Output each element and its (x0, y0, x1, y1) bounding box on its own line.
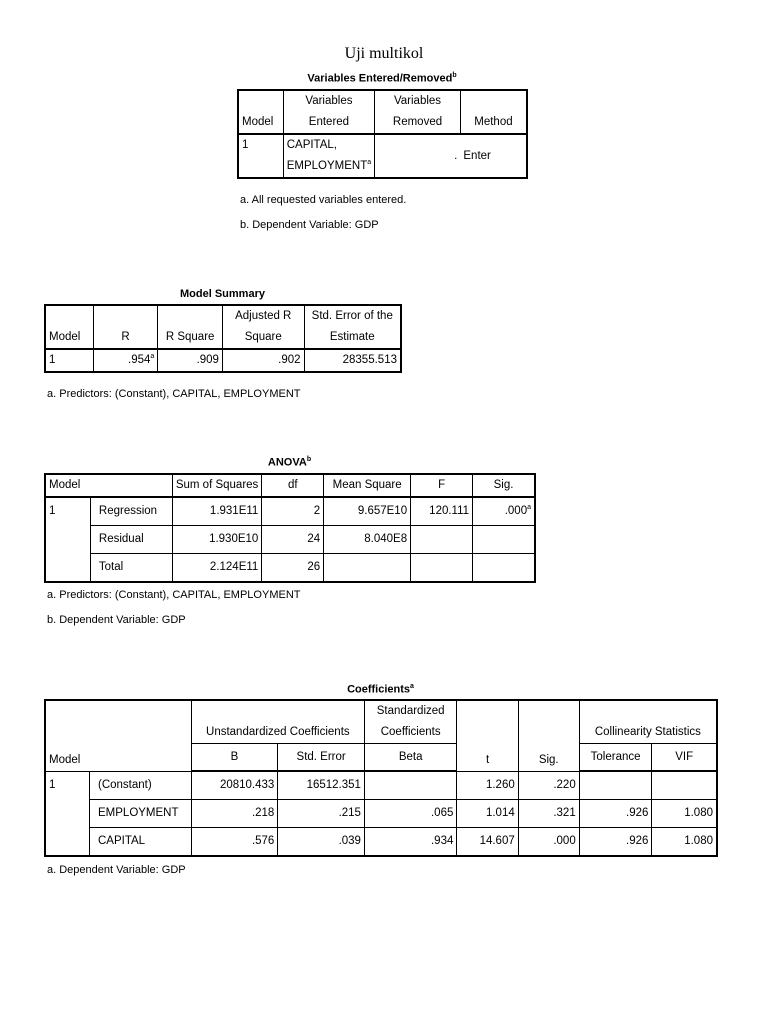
header-tolerance: Tolerance (579, 744, 652, 772)
cell-t: 1.260 (457, 771, 518, 800)
header-sig: Sig. (473, 474, 535, 497)
footnote-mark: a (367, 159, 372, 167)
cell-b: .218 (191, 800, 278, 828)
cell-f: 120.111 (411, 497, 473, 526)
header-line: Variables (305, 95, 353, 107)
variables-entered-caption-text: Variables Entered/Removed (307, 72, 453, 85)
footnote-mark: a (150, 353, 155, 361)
coefficients-caption (44, 683, 717, 696)
table-row (45, 800, 717, 828)
cell-vif: 1.080 (652, 828, 717, 857)
table-row (45, 349, 401, 372)
header-line: Variables (393, 95, 442, 107)
table-header-row (238, 90, 527, 134)
cell-sig: .000 (518, 828, 579, 857)
cell-sig (473, 554, 535, 583)
cell-vif (652, 771, 717, 800)
footnote: a. Dependent Variable: GDP (47, 864, 186, 876)
table-row (45, 828, 717, 857)
cell-beta: .065 (364, 800, 456, 828)
cell-sum-of-squares: 2.124E11 (172, 554, 261, 583)
table-group-header-row (45, 700, 717, 744)
footnote: b. Dependent Variable: GDP (47, 614, 186, 626)
cell-line: CAPITAL, (286, 139, 337, 151)
header-line: Standardized (376, 705, 445, 717)
header-collinearity: Collinearity Statistics (579, 700, 717, 744)
cell-t: 14.607 (457, 828, 518, 857)
cell-tolerance (579, 771, 652, 800)
table-row (45, 771, 717, 800)
cell-text: .000 (504, 505, 528, 517)
cell-sig (473, 526, 535, 554)
cell-source: Total (90, 554, 172, 583)
header-method: Method (460, 90, 527, 134)
header-adjusted-r-square (222, 305, 304, 349)
header-std-error (304, 305, 401, 349)
cell-line (287, 156, 371, 177)
caption-footnote-mark: b (306, 456, 312, 463)
cell-t: 1.014 (457, 800, 518, 828)
cell-mean-square (324, 554, 411, 583)
table-row (45, 526, 535, 554)
cell-b: 20810.433 (191, 771, 278, 800)
footnote: b. Dependent Variable: GDP (240, 219, 379, 231)
header-line: Square (244, 331, 282, 343)
header-sum-of-squares: Sum of Squares (172, 474, 261, 497)
variables-entered-caption (237, 72, 527, 85)
cell-source: Residual (90, 526, 172, 554)
coefficients-table (44, 699, 718, 857)
cell-tolerance: .926 (579, 828, 652, 857)
cell-vif: 1.080 (652, 800, 717, 828)
caption-footnote-mark: a (410, 683, 414, 690)
cell-df: 24 (262, 526, 324, 554)
cell-r-square: .909 (158, 349, 223, 372)
variables-entered-table (237, 89, 528, 179)
caption-footnote-mark: b (452, 72, 457, 79)
header-variables-removed (375, 90, 461, 134)
cell-sig: .321 (518, 800, 579, 828)
header-df: df (262, 474, 324, 497)
cell-mean-square: 8.040E8 (324, 526, 411, 554)
cell-text: EMPLOYMENT (286, 160, 368, 172)
header-line: Estimate (329, 331, 375, 343)
anova-caption (44, 456, 535, 469)
header-unstandardized: Unstandardized Coefficients (191, 700, 364, 744)
header-beta: Beta (364, 744, 456, 772)
cell-mean-square: 9.657E10 (324, 497, 411, 526)
header-sig: Sig. (518, 700, 579, 771)
anova-caption-text: ANOVA (267, 456, 307, 469)
table-header-row (45, 305, 401, 349)
anova-table (44, 473, 536, 583)
header-f: F (411, 474, 473, 497)
cell-std-error: 28355.513 (304, 349, 401, 372)
model-summary-table (44, 304, 402, 373)
cell-sum-of-squares: 1.930E10 (172, 526, 261, 554)
cell-model: 1 (45, 771, 90, 856)
header-variables-entered (283, 90, 374, 134)
table-header-row (45, 474, 535, 497)
footnote: a. All requested variables entered. (240, 194, 407, 206)
table-row (45, 554, 535, 583)
document-title: Uji multikol (344, 45, 424, 62)
cell-variable: CAPITAL (90, 828, 192, 857)
header-std-error: Std. Error (278, 744, 365, 772)
cell-sig: .220 (518, 771, 579, 800)
header-model: Model (45, 700, 191, 771)
cell-r (93, 349, 158, 372)
cell-std-error: 16512.351 (278, 771, 365, 800)
cell-beta: .934 (364, 828, 456, 857)
cell-f (411, 526, 473, 554)
cell-variables-entered (283, 134, 374, 178)
cell-model: 1 (238, 134, 283, 178)
cell-adjusted-r-square: .902 (222, 349, 304, 372)
header-r: R (93, 305, 158, 349)
table-row (238, 134, 527, 178)
cell-text: .954 (128, 354, 151, 366)
cell-sum-of-squares: 1.931E11 (172, 497, 261, 526)
table-row (45, 497, 535, 526)
cell-model: 1 (45, 349, 93, 372)
cell-tolerance: .926 (579, 800, 652, 828)
header-mean-square: Mean Square (324, 474, 411, 497)
header-line: Removed (392, 116, 443, 128)
header-t: t (457, 700, 518, 771)
cell-std-error: .215 (278, 800, 365, 828)
cell-model: 1 (45, 497, 90, 582)
header-standardized (364, 700, 456, 744)
cell-source: Regression (90, 497, 172, 526)
cell-std-error: .039 (278, 828, 365, 857)
cell-variable: EMPLOYMENT (90, 800, 192, 828)
cell-sig (473, 497, 535, 526)
cell-variable: (Constant) (90, 771, 192, 800)
header-model: Model (45, 305, 93, 349)
footnote: a. Predictors: (Constant), CAPITAL, EMPLOYMENT (47, 589, 301, 601)
cell-variables-removed: . (375, 134, 461, 178)
footnote-mark: a (527, 504, 531, 512)
header-model: Model (238, 90, 283, 134)
header-line: Coefficients (380, 726, 441, 738)
cell-df: 26 (262, 554, 324, 583)
coefficients-caption-text: Coefficients (347, 683, 411, 696)
cell-f (411, 554, 473, 583)
footnote: a. Predictors: (Constant), CAPITAL, EMPLOYMENT (47, 388, 301, 400)
header-line: Adjusted R (235, 310, 292, 322)
model-summary-caption: Model Summary (180, 288, 265, 300)
header-vif: VIF (652, 744, 717, 772)
header-r-square: R Square (158, 305, 223, 349)
header-line: Std. Error of the (311, 310, 393, 322)
cell-method: Enter (460, 134, 527, 178)
header-model: Model (45, 474, 172, 497)
header-line: Entered (308, 116, 350, 128)
cell-df: 2 (262, 497, 324, 526)
cell-beta (364, 771, 456, 800)
cell-b: .576 (191, 828, 278, 857)
header-b: B (191, 744, 278, 772)
